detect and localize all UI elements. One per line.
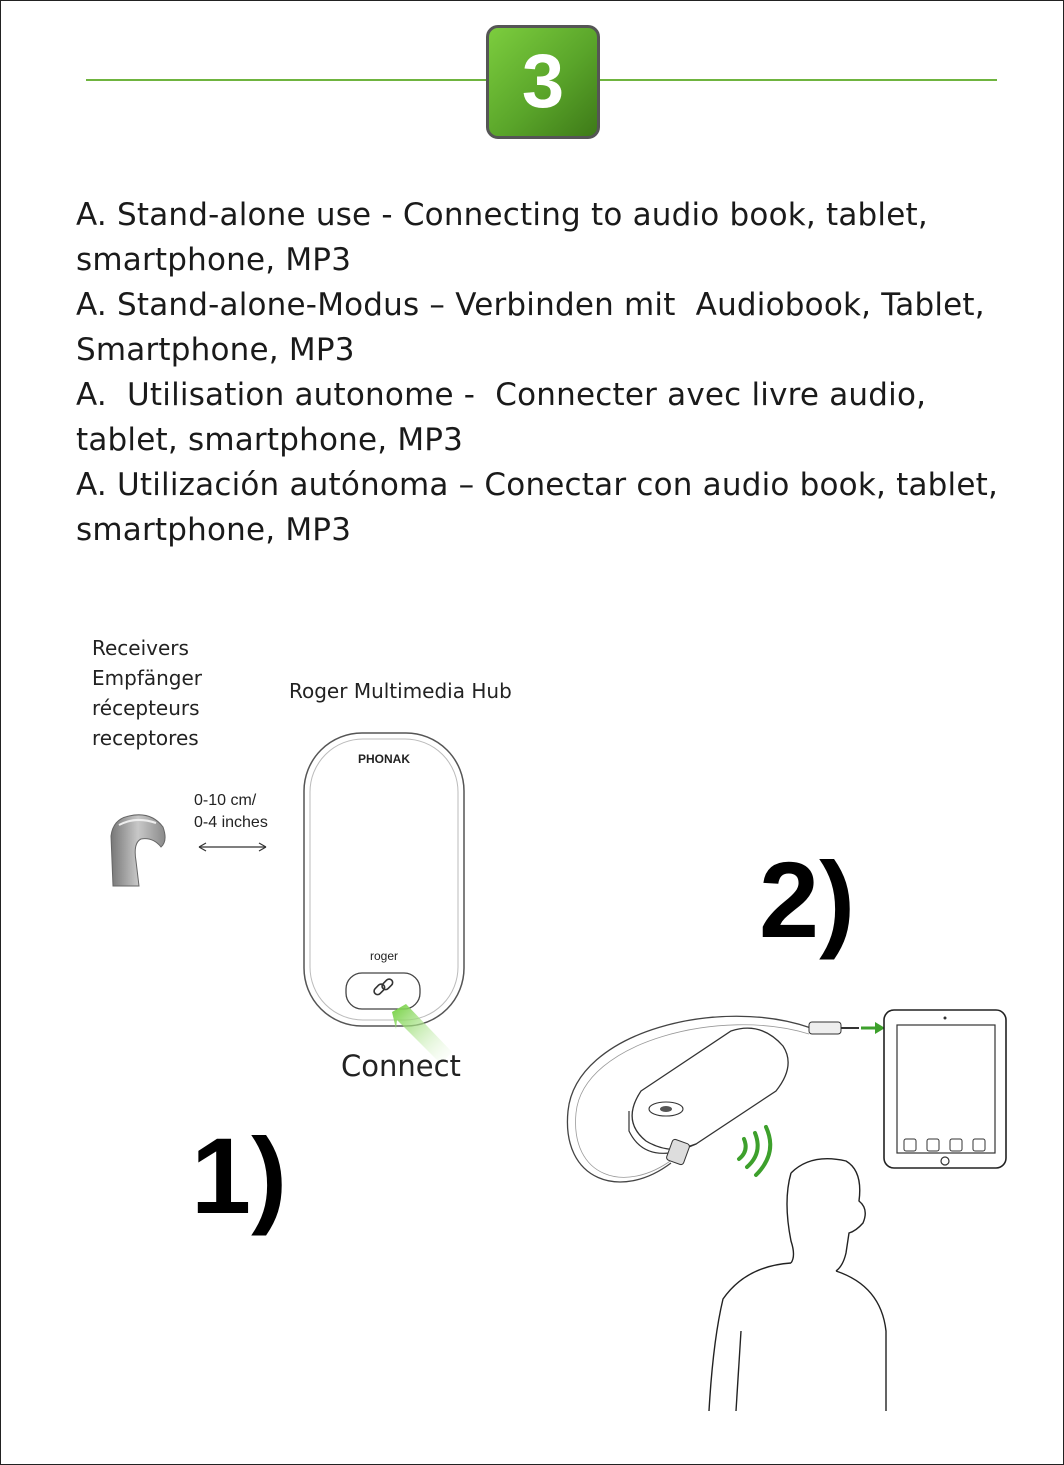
- hub-device: [304, 733, 464, 1064]
- hearing-aid-icon: [111, 815, 165, 886]
- roger-logo: roger: [369, 949, 399, 963]
- receivers-label-es: receptores: [92, 726, 199, 750]
- instruction-french: A. Utilisation autonome - Connecter avec livre audio, tablet, smartphone, MP3: [76, 377, 937, 458]
- hub-brand-logo: PHONAK: [357, 752, 411, 766]
- double-arrow-icon: [199, 843, 266, 851]
- hub-with-cable: [567, 1016, 885, 1182]
- connect-label: Connect: [341, 1049, 461, 1083]
- hub-label: Roger Multimedia Hub: [289, 679, 512, 703]
- tablet-icon: [884, 1010, 1006, 1168]
- step-number-badge: 3: [486, 25, 600, 139]
- receivers-label-fr: récepteurs: [92, 696, 200, 720]
- step-two-label: 2): [759, 839, 856, 960]
- receivers-label-de: Empfänger: [92, 666, 203, 690]
- illustrations: [1, 1, 1064, 1465]
- instruction-german: A. Stand-alone-Modus – Verbinden mit Audiobook, Tablet, Smartphone, MP3: [76, 287, 995, 368]
- step-one-label: 1): [191, 1115, 288, 1236]
- sound-waves-icon: [739, 1127, 770, 1175]
- instruction-english: A. Stand-alone use - Connecting to audio book, tablet, smartphone, MP3: [76, 197, 938, 278]
- distance-inches: 0-4 inches: [194, 814, 268, 831]
- instruction-spanish: A. Utilización autónoma – Conectar con audio book, tablet, smartphone, MP3: [76, 467, 1009, 548]
- distance-cm: 0-10 cm/: [194, 792, 257, 809]
- person-icon: [709, 1159, 886, 1411]
- receivers-label-en: Receivers: [92, 636, 189, 660]
